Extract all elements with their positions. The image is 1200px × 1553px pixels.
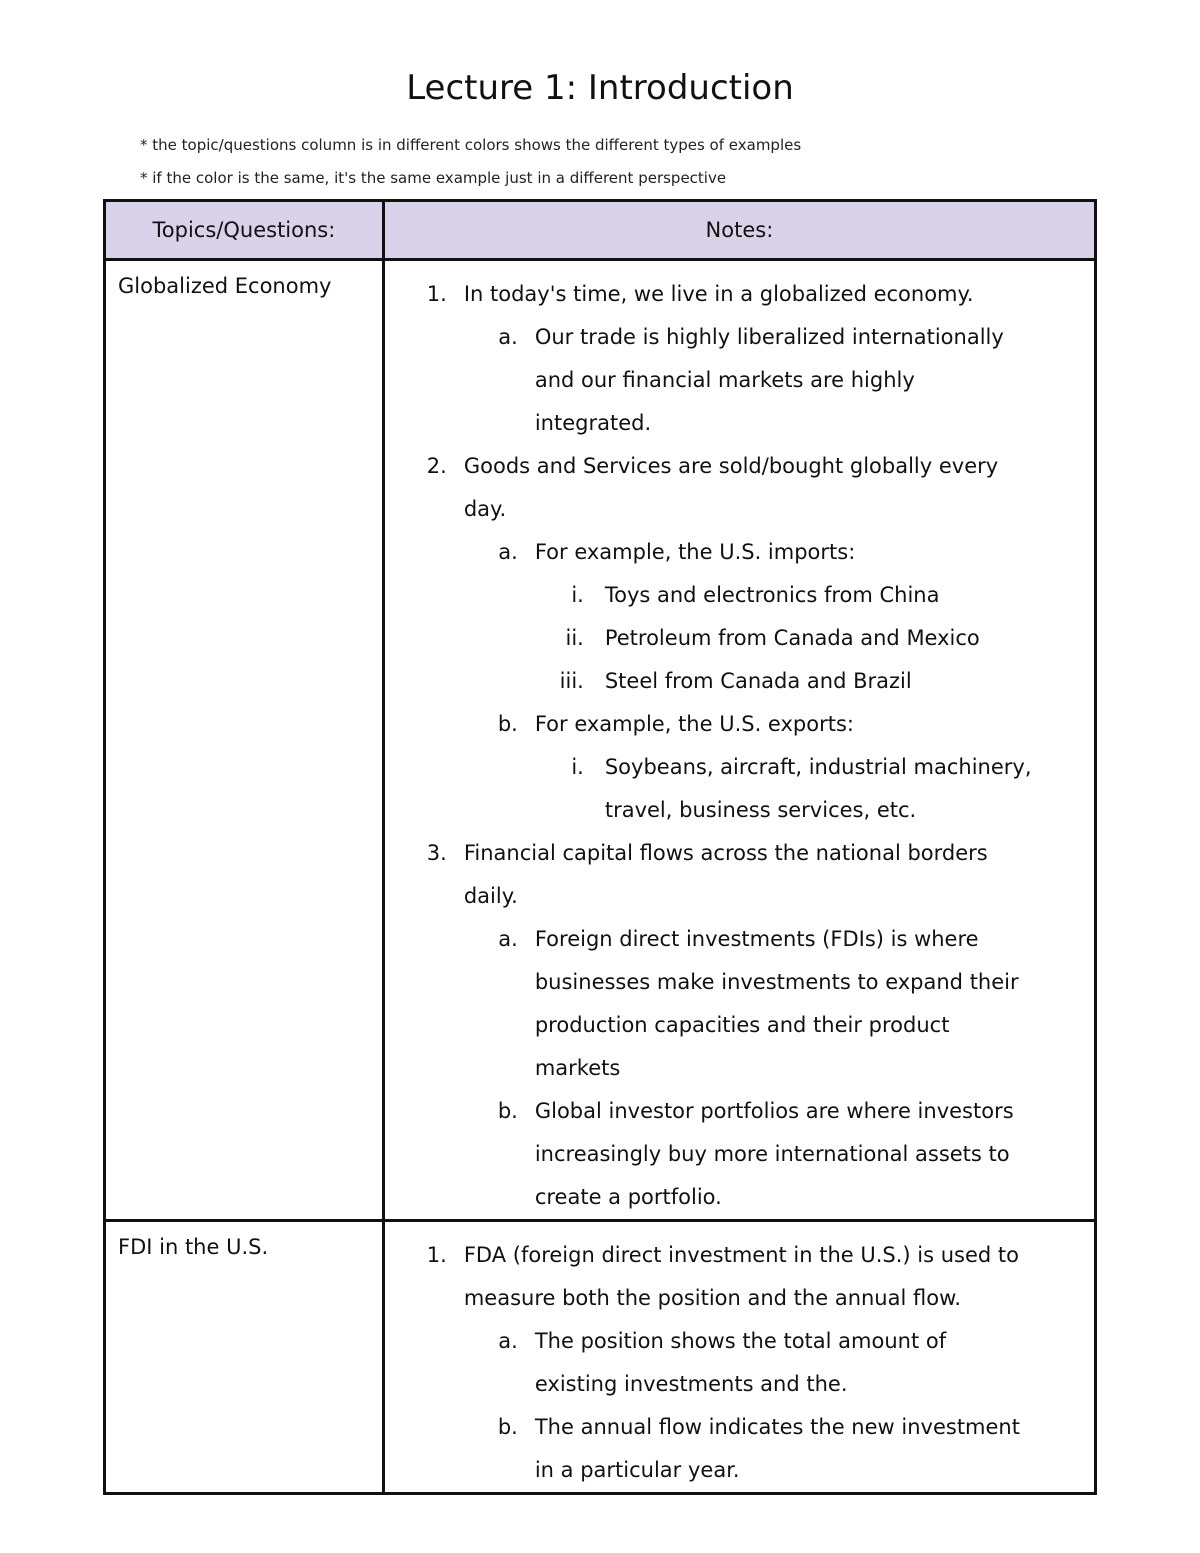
list-text: For example, the U.S. exports: (534, 712, 854, 736)
list-item (385, 1277, 1094, 1320)
list-text: Steel from Canada and Brazil (604, 669, 912, 693)
notes-cell (383, 1221, 1095, 1494)
list-item (385, 574, 1094, 617)
list-text: For example, the U.S. imports: (534, 540, 856, 564)
list-text: create a portfolio. (534, 1185, 722, 1209)
list-marker: b. (497, 1415, 518, 1439)
color-note-2: * if the color is the same, it's the same example just in a different perspective (140, 169, 727, 187)
list-item (385, 746, 1094, 789)
list-text: markets (534, 1056, 621, 1080)
list-item (385, 1090, 1094, 1133)
list-marker: 1. (426, 282, 447, 306)
list-item (385, 531, 1094, 574)
list-item (385, 789, 1094, 832)
list-item (385, 488, 1094, 531)
list-item (385, 918, 1094, 961)
list-item (385, 316, 1094, 359)
list-text: existing investments and the. (534, 1372, 848, 1396)
list-item (385, 1406, 1094, 1449)
list-text: measure both the position and the annual flow. (463, 1286, 961, 1310)
list-text: travel, business services, etc. (604, 798, 917, 822)
list-text: The annual flow indicates the new investment (534, 1415, 1020, 1439)
list-text: Goods and Services are sold/bought globally every (463, 454, 999, 478)
list-text: and our financial markets are highly (534, 368, 915, 392)
notes-table (103, 199, 1097, 1495)
list-text: Our trade is highly liberalized internationally (534, 325, 1004, 349)
list-marker: iii. (559, 669, 584, 693)
list-marker: b. (497, 1099, 518, 1123)
table-row (105, 260, 1096, 1221)
list-item (385, 359, 1094, 402)
list-item (385, 1234, 1094, 1277)
list-item (385, 445, 1094, 488)
list-text: FDA (foreign direct investment in the U.S.) is used to (463, 1243, 1020, 1267)
list-text: Petroleum from Canada and Mexico (604, 626, 980, 650)
list-text: The position shows the total amount of (534, 1329, 947, 1353)
table-row (105, 1221, 1096, 1494)
topics-header: Topics/Questions: (105, 201, 384, 260)
list-text: In today's time, we live in a globalized economy. (463, 282, 974, 306)
list-marker: a. (498, 1329, 518, 1353)
list-item (385, 1133, 1094, 1176)
list-text: Foreign direct investments (FDIs) is where (534, 927, 979, 951)
list-item (385, 875, 1094, 918)
list-marker: i. (571, 583, 584, 607)
list-item (385, 617, 1094, 660)
list-item (385, 703, 1094, 746)
list-text: increasingly buy more international assets to (534, 1142, 1010, 1166)
list-item (385, 402, 1094, 445)
list-item (385, 961, 1094, 1004)
list-text: Soybeans, aircraft, industrial machinery, (604, 755, 1032, 779)
list-item (385, 1047, 1094, 1090)
list-item (385, 1004, 1094, 1047)
list-text: day. (463, 497, 507, 521)
list-item (385, 832, 1094, 875)
list-text: Toys and electronics from China (604, 583, 940, 607)
list-item (385, 1363, 1094, 1406)
list-item (385, 273, 1094, 316)
list-marker: b. (497, 712, 518, 736)
list-text: Global investor portfolios are where investors (534, 1099, 1014, 1123)
notes-header: Notes: (383, 201, 1095, 260)
list-marker: a. (498, 927, 518, 951)
list-item (385, 1320, 1094, 1363)
list-text: daily. (463, 884, 518, 908)
list-text: in a particular year. (534, 1458, 740, 1482)
list-marker: i. (571, 755, 584, 779)
list-item (385, 1176, 1094, 1219)
list-item (385, 1449, 1094, 1492)
table-header-row (105, 201, 1096, 260)
list-text: production capacities and their product (534, 1013, 950, 1037)
list-item (385, 660, 1094, 703)
topic-cell: FDI in the U.S. (105, 1221, 384, 1494)
list-marker: ii. (565, 626, 584, 650)
list-text: Financial capital flows across the national borders (463, 841, 988, 865)
list-marker: 1. (426, 1243, 447, 1267)
list-marker: 3. (426, 841, 447, 865)
topic-cell: Globalized Economy (105, 260, 384, 1221)
color-note-1: * the topic/questions column is in different colors shows the different types of examples (140, 136, 802, 154)
notes-cell (383, 260, 1095, 1221)
list-marker: a. (498, 540, 518, 564)
list-marker: 2. (426, 454, 447, 478)
list-text: businesses make investments to expand their (534, 970, 1019, 994)
list-text: integrated. (534, 411, 652, 435)
page-title: Lecture 1: Introduction (406, 68, 794, 108)
list-marker: a. (498, 325, 518, 349)
